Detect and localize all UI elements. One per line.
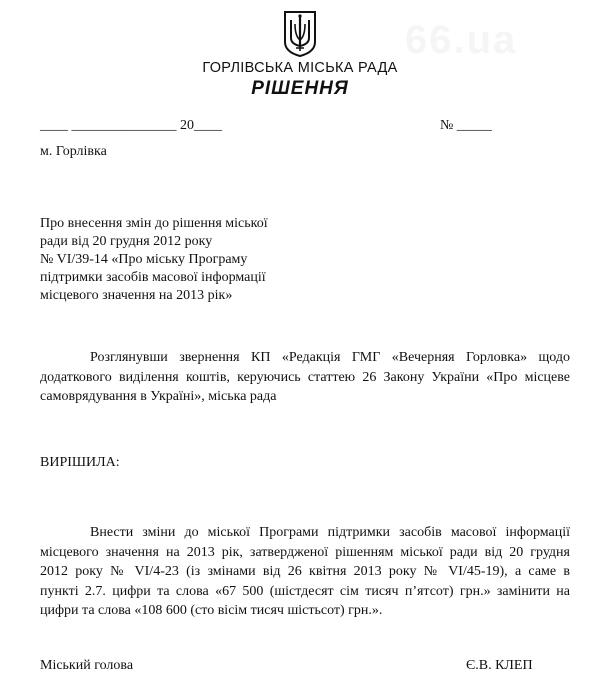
consideration-paragraph (40, 348, 570, 407)
paragraph-line: Внести зміни до міської Програми підтримки засобів масової інформації (90, 525, 570, 540)
amendment-paragraph (40, 523, 570, 621)
paragraph-line: місцевого значення на 2013 рік, затвердженої рішенням міської ради від 20 грудня (40, 544, 570, 560)
subject-line: Про внесення змін до рішення міської (40, 216, 268, 231)
paragraph-line: Розглянувши звернення КП «Редакція ГМГ «Вечерняя Горловка» щодо (90, 350, 570, 365)
subject-line: № VI/39-14 «Про міську Програму (40, 252, 248, 267)
number-line: № _____ (440, 118, 492, 133)
subject-block (40, 215, 300, 305)
watermark: 66.ua (405, 18, 518, 62)
paragraph-line: цифри та слова «108 600 (сто вісім тисяч шістьсот) грн.». (40, 603, 383, 618)
date-line: ____ _______________ 20____ (40, 118, 222, 133)
paragraph-line: додаткового виділення коштів, керуючись статтею 26 Закону України «Про місцеве (40, 369, 570, 385)
paragraph-line: самоврядування в Україні», міська рада (40, 389, 277, 404)
trident-emblem-icon (283, 10, 317, 58)
resolved-heading: ВИРІШИЛА: (40, 455, 120, 470)
subject-line: місцевого значення на 2013 рік» (40, 288, 233, 303)
paragraph-line: пункті 2.7. цифри та слова «67 500 (шістдесят сім тисяч п’ятсот) грн.» замінити на (40, 583, 570, 599)
signatory-title: Міський голова (40, 658, 134, 673)
document-type-title: РІШЕННЯ (251, 78, 349, 99)
subject-line: підтримки засобів масової інформації (40, 270, 266, 285)
subject-line: ради від 20 грудня 2012 року (40, 234, 213, 249)
council-name: ГОРЛІВСЬКА МІСЬКА РАДА (202, 60, 398, 76)
paragraph-line: 2012 року № VI/4-23 (із змінами від 26 квітня 2013 року № VI/45-19), а саме в (40, 564, 570, 579)
city: м. Горлівка (40, 144, 107, 159)
signatory-name: Є.В. КЛЕП (466, 658, 533, 673)
